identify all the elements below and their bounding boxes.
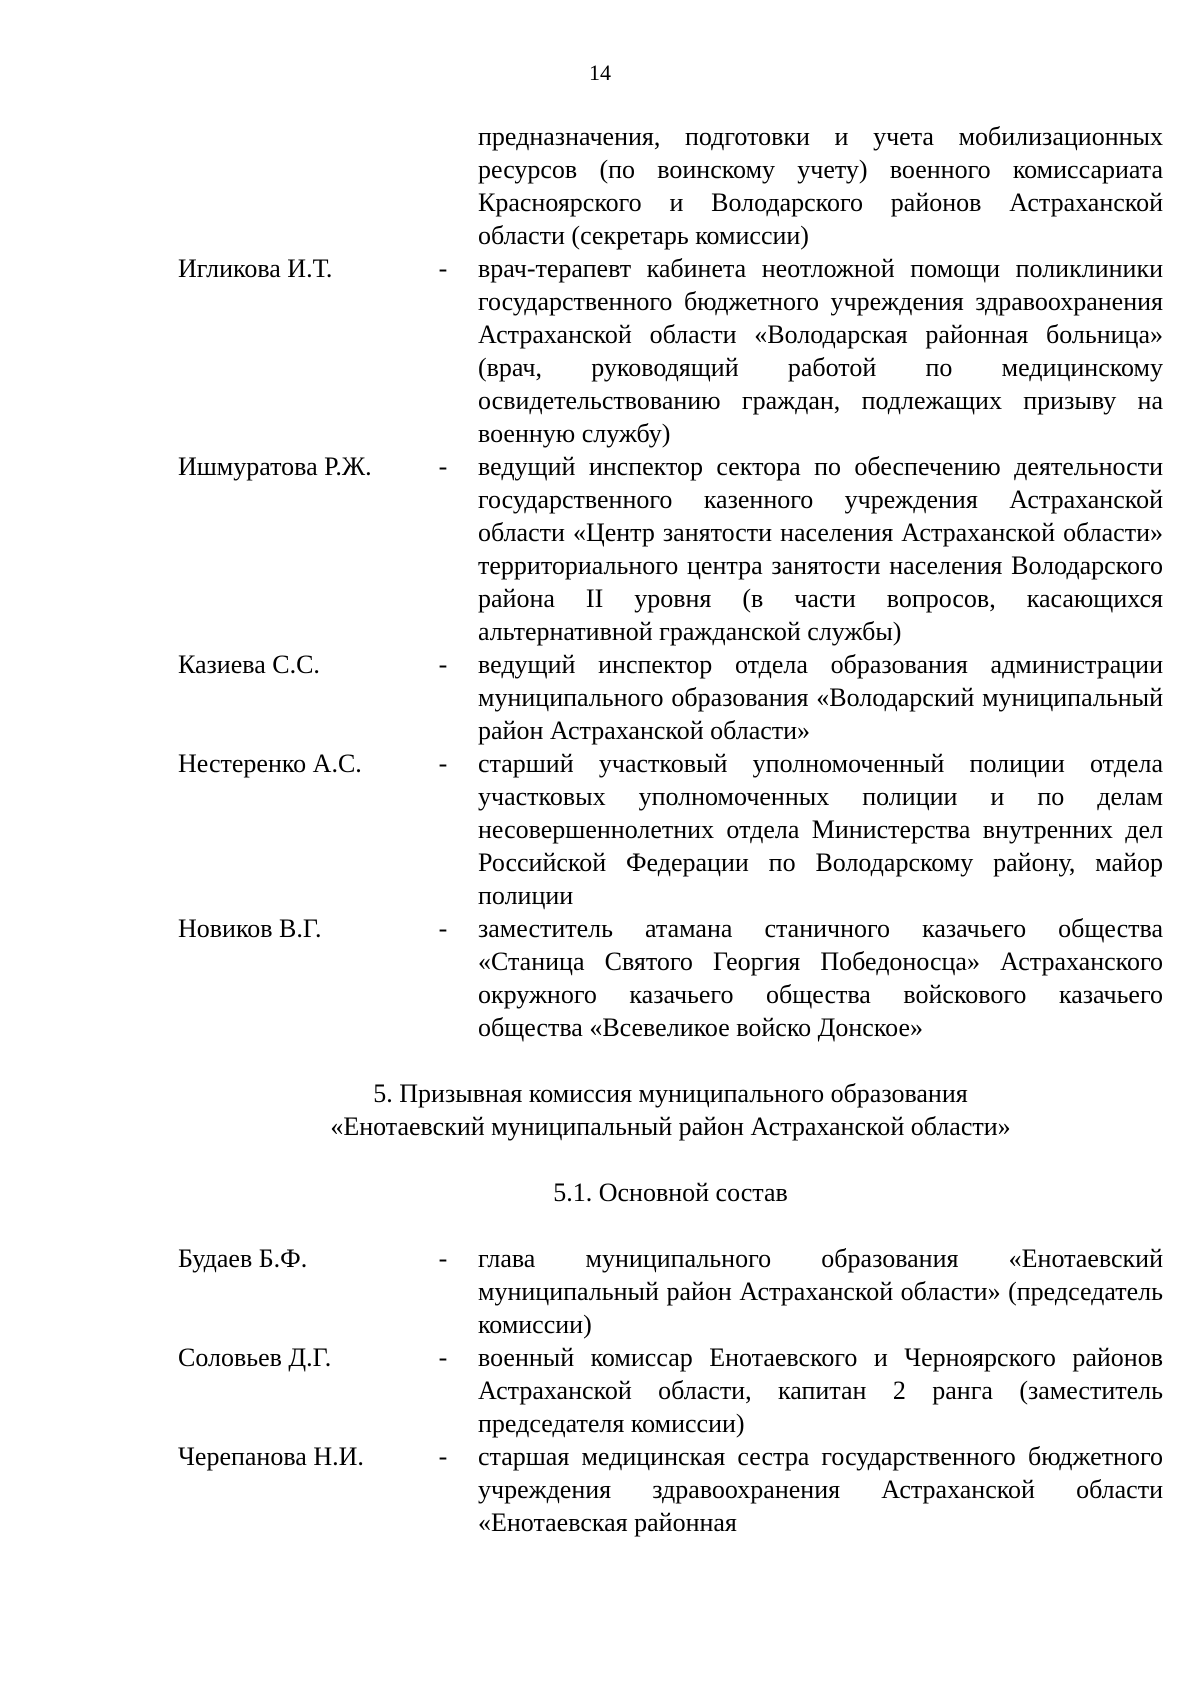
member-row — [178, 450, 1163, 648]
member-row — [178, 1341, 1163, 1440]
member-row — [178, 252, 1163, 450]
member-dash: - — [438, 914, 448, 943]
member-name: Будаев Б.Ф. — [178, 1244, 308, 1273]
continuation-text: предназначения, подготовки и учета мобилизационных ресурсов (по воинскому учету) военного комиссариата Красноярского и Володарского районов Астраханской области (секретарь комиссии) — [478, 122, 1163, 250]
member-dash: - — [438, 1442, 448, 1471]
member-role: заместитель атамана станичного казачьего общества «Станица Святого Георгия Победоносца» Астраханского окружного казачьего общества войскового казачьего общества «Всевеликое войско Донское» — [478, 914, 1163, 1042]
member-role: ведущий инспектор отдела образования администрации муниципального образования «Володарский муниципальный район Астраханской области» — [478, 650, 1163, 745]
member-name: Нестеренко А.С. — [178, 749, 362, 778]
member-name: Черепанова Н.И. — [178, 1442, 364, 1471]
member-dash: - — [438, 452, 448, 481]
member-row — [178, 1242, 1163, 1341]
member-dash: - — [438, 1244, 448, 1273]
member-role: ведущий инспектор сектора по обеспечению деятельности государственного казенного учреждения Астраханской области «Центр занятости населения Астраханской области» территориального центра занятости населения Володарского района II уровня (в части вопросов, касающихся альтернативной гражданской службы) — [478, 452, 1163, 646]
member-role: глава муниципального образования «Енотаевский муниципальный район Астраханской области» (председатель комиссии) — [478, 1244, 1163, 1339]
page-number: 14 — [589, 60, 611, 85]
member-role: старшая медицинская сестра государственного бюджетного учреждения здравоохранения Астраханской области «Енотаевская районная — [478, 1442, 1163, 1537]
section-heading — [178, 1077, 1163, 1143]
document-body — [178, 120, 1163, 1539]
subsection-heading: 5.1. Основной состав — [553, 1178, 788, 1207]
member-name: Игликова И.Т. — [178, 254, 333, 283]
member-dash: - — [438, 1343, 448, 1372]
member-name: Ишмуратова Р.Ж. — [178, 452, 372, 481]
member-role: военный комиссар Енотаевского и Черноярского районов Астраханской области, капитан 2 ранга (заместитель председателя комиссии) — [478, 1343, 1163, 1438]
member-row — [178, 912, 1163, 1044]
member-row — [178, 1440, 1163, 1539]
member-dash: - — [438, 749, 448, 778]
member-dash: - — [438, 254, 448, 283]
member-name: Соловьев Д.Г. — [178, 1343, 332, 1372]
member-role: врач-терапевт кабинета неотложной помощи поликлиники государственного бюджетного учреждения здравоохранения Астраханской области «Володарская районная больница» (врач, руководящий работой по медицинскому освидетельствованию граждан, подлежащих призыву на военную службу) — [478, 254, 1163, 448]
member-row — [178, 648, 1163, 747]
members-list-1 — [178, 252, 1163, 1044]
member-name: Казиева С.С. — [178, 650, 320, 679]
member-role: старший участковый уполномоченный полиции отдела участковых уполномоченных полиции и по делам несовершеннолетних отдела Министерства внутренних дел Российской Федерации по Володарскому району, майор полиции — [478, 749, 1163, 910]
member-dash: - — [438, 650, 448, 679]
member-name: Новиков В.Г. — [178, 914, 322, 943]
section-heading-line-2: «Енотаевский муниципальный район Астраханской области» — [330, 1112, 1011, 1141]
member-row — [178, 747, 1163, 912]
members-list-2 — [178, 1242, 1163, 1539]
section-heading-line-1: 5. Призывная комиссия муниципального образования — [373, 1079, 968, 1108]
